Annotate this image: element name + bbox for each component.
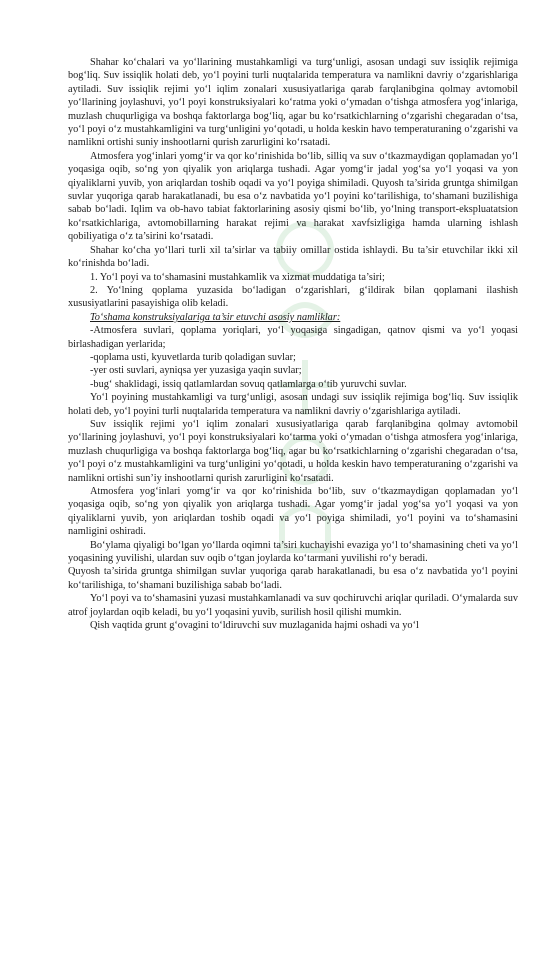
document-body <box>68 56 518 632</box>
list-item-5: -yer osti suvlari, ayniqsa yer yuzasiga yaqin suvlar; <box>90 365 302 377</box>
paragraph-9: Yo‘l poyi va to‘shamasini yuzasi mustahkamlanadi va suv qochiruvchi ariqlar quriladi. O‘ymalarda suv atrof joylardan oqib keladi, bu yo‘l yoqasini yuvib, surilish hosil qilishi mumkin. <box>68 593 518 618</box>
paragraph-4: Yo‘l poyining mustahkamligi va turg‘unligi, asosan undagi suv issiqlik rejimiga bog‘liq. Suv issiqlik holati deb, yo‘l poyini turli nuqtalarida temperatura va namlikni davriy o‘zgarishlariga aytiladi. <box>68 392 518 417</box>
paragraph-7: Bo‘ylama qiyaligi bo‘lgan yo‘llarda oqimni ta’siri kuchayishi evaziga yo‘l to‘shamasining cheti va yo‘l yoqasining yuvilishi, ulardan suv oqib o‘tgan joylarda ko‘tarmani yuvilishi ro‘y beradi. <box>68 539 518 565</box>
section-heading: To‘shama konstruksiyalariga ta’sir etuvchi asosiy namliklar: <box>90 311 341 323</box>
paragraph-2: Atmosfera yog‘inlari yomg‘ir va qor ko‘rinishida bo‘lib, silliq va suv o‘tkazmaydigan qoplamadan yo‘l yoqasiga oqib, so‘ng yon qiyalik yon ariqlarga tushadi. Agar yomg‘ir jadal yog‘sa yo‘l yoqasi va yon qiyaliklarni yuvib, yon ariqlardan toshib oqadi va yo‘l poyiga shimiladi. Quyosh ta’sirida gruntga shimilgan suvlar yuqoriga qarab harakatlanadi, bu esa o‘z navbatida yo‘l poyini ko‘tarilishiga, to‘shamani buzilishiga sabab bo‘ladi. Iqlim va ob-havo tabiat faktorlarining asosiy qismi bo‘lib, yo‘lning transport-ekspluatatsion ko‘rsatkichlariga, avtomobillarning harakat rejimi va harakat xavfsizligiga hamda ularning ishlash qobiliyatiga o‘z ta’sirini ko‘rsatadi. <box>68 150 518 243</box>
list-item-1: 1. Yo‘l poyi va to‘shamasini mustahkamlik va xizmat muddatiga ta’siri; <box>90 271 385 283</box>
paragraph-8: Quyosh ta’sirida gruntga shimilgan suvlar yuqoriga qarab harakatlanadi, bu esa o‘z navbatida yo‘l poyini ko‘tarilishiga, to‘shamani buzilishiga sabab bo‘ladi. <box>68 566 518 591</box>
list-item-4: -qoplama usti, kyuvetlarda turib qoladigan suvlar; <box>90 351 296 363</box>
list-item-6: -bug‘ shaklidagi, issiq qatlamlardan sovuq qatlamlarga o‘tib yuruvchi suvlar. <box>90 378 407 390</box>
list-item-3: -Atmosfera suvlari, qoplama yoriqlari, yo‘l yoqasiga singadigan, qatnov qismi va yo‘l yoqasi birlashadigan yerlarida; <box>68 325 518 350</box>
paragraph-6: Atmosfera yog‘inlari yomg‘ir va qor ko‘rinishida bo‘lib, suv o‘tkazmaydigan qoplamadan yo‘l yoqasiga oqib, so‘ng yon qiyalik yon ariqlarga tushadi. Agar yomg‘ir jadal yog‘sa yo‘l yoqasi va yon qiyaliklarni yuvib, yon ariqlardan toshib oqadi va yo‘l poyiga shimiladi, yo‘l poyini va to‘shamasini namligini oshiradi. <box>68 486 518 538</box>
list-item-2: 2. Yo‘lning qoplama yuzasida bo‘ladigan o‘zgarishlari, g‘ildirak bilan qoplamani ilashish xususiyatlarini pasayishiga olib keladi. <box>68 284 518 310</box>
paragraph-3: Shahar ko‘cha yo‘llari turli xil ta’sirlar va tabiiy omillar ostida ishlaydi. Bu ta’sir etuvchilar ikki xil ko‘rinishda bo‘ladi. <box>68 244 518 270</box>
paragraph-5: Suv issiqlik rejimi yo‘l iqlim zonalari xususiyatlariga qarab farqlanibgina qolmay avtomobil yo‘llarining joylashuvi, yo‘l poyi konstruksiyalari ko‘tarma yoki o‘ymadan o‘tishga atmosfera yog‘inlariga, muzlash chuqurligiga va boshqa faktorlarga bog‘liq, agar bu ko‘rsatkichlarning o‘zgarishi chegaradan o‘tsa, yo‘l poyi o‘z mustahkamligini va turg‘unligini yo‘qotadi, u holda keskin havo temperaturaning o‘zgarishi va namlikni ortishi sun’iy inshootlarni qurish zarurligini ko‘rsatadi. <box>68 418 518 484</box>
paragraph-1: Shahar ko‘chalari va yo‘llarining mustahkamligi va turg‘unligi, asosan undagi suv issiqlik rejimiga bog‘liq. Suv issiqlik holati deb, yo‘l poyini turli nuqtalarida temperatura va namlikni davriy o‘zgarishlariga aytiladi. Suv issiqlik rejimi yo‘l iqlim zonalari xususiyatlariga qarab farqlanibgina qolmay avtomobil yo‘llarining joylashuvi, yo‘l poyi konstruksiyalari ko‘ratma yoki o‘ymadan o‘tishga atmosfera yog‘inlariga, muzlash chuqurligiga va boshqa faktorlarga bog‘liq, agar bu ko‘rsatkichlarning o‘zgarishi chegaradan o‘tsa, yo‘l poyi o‘z mustahkamligini va turg‘unligini yo‘qotadi, u holda keskin havo temperaturaning o‘zgarishi va namlikni ortishi suniy inshootlarni qurish zarurligini ko‘rsatadi. <box>68 57 518 149</box>
paragraph-10: Qish vaqtida grunt g‘ovagini to‘ldiruvchi suv muzlaganida hajmi oshadi va yo‘l <box>90 620 419 632</box>
